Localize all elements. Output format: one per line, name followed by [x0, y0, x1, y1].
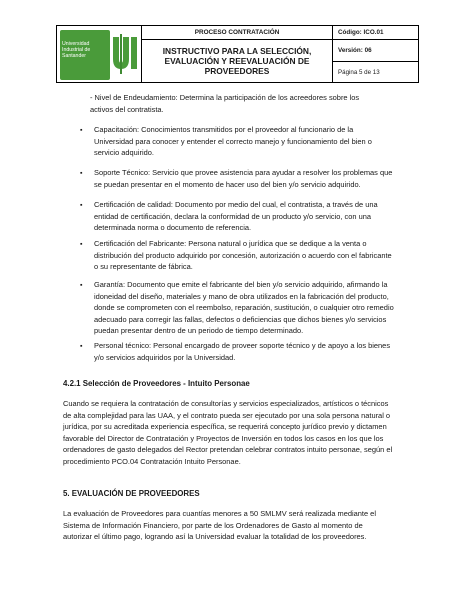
section-5-paragraph — [63, 508, 423, 543]
bullet-line: servicio adquirido. — [94, 148, 154, 158]
bullet-item-certificacion-fabricante — [94, 238, 422, 273]
bullet-item-personal-tecnico — [94, 340, 422, 363]
bullet-line: Certificación del Fabricante: Persona natural o jurídica que se dedique a la venta o — [94, 239, 367, 248]
bullet-item-garantia — [94, 279, 422, 337]
bullet-line: Capacitación: Conocimientos transmitidos por el proveedor al funcionario de la — [94, 125, 354, 134]
bullet-marker: ▪ — [80, 202, 83, 209]
logo-cell — [57, 26, 142, 83]
bullet-line: Universidad para conocer y entender el correcto manejo y funcionamiento del bien o — [94, 136, 372, 146]
paragraph-line: de alta complejidad para las UAA, y el contrato pueda ser ejecutado por una sola persona natural o — [63, 410, 391, 420]
bullet-line: o su representante de fábrica. — [94, 262, 193, 272]
bullet-item-soporte — [94, 167, 422, 190]
paragraph-line: favorable del Director de Contratación y Proyectos de Inversión en todos los casos en los que los — [63, 433, 384, 443]
paragraph-line: Sistema de Información Financiero, por parte de los Ordenadores de Gasto al momento de — [63, 520, 363, 530]
bullet-marker: ▪ — [80, 127, 83, 134]
section-heading-4-2-1: 4.2.1 Selección de Proveedores - Intuito Personae — [63, 379, 250, 388]
section-heading-5: 5. EVALUACIÓN DE PROVEEDORES — [63, 489, 200, 498]
title-line-3: PROVEEDORES — [204, 66, 270, 76]
bullet-line: y/o servicios adquiridos por la Universidad. — [94, 352, 236, 362]
section-4-2-1-paragraph — [63, 398, 423, 468]
bullet-line: Personal técnico: Personal encargado de proveer soporte técnico y de apoyo a los bienes — [94, 341, 391, 350]
bullet-line: distribución del producto adquirido por concesión, autorización o acuerdo con el fabricante — [94, 250, 392, 260]
bullet-line: puedan presentar dentro de un periodo de tiempo determinado. — [94, 326, 304, 336]
university-logo — [57, 27, 141, 82]
paragraph-line: ordenadores de gasto delegados del Rector pretendan celebrar contratos intuito personae, según el — [63, 445, 393, 455]
bullet-marker: ▪ — [80, 282, 83, 289]
paragraph-line: autorizar el último pago, logrando así la Universidad evaluar la totalidad de los proveedores. — [63, 532, 367, 542]
bullet-line: Certificación de calidad: Documento por medio del cual, el contratista, a través de una — [94, 200, 378, 209]
uis-emblem-icon — [112, 33, 138, 77]
bullet-line: Garantía: Documento que emite el fabricante del bien y/o servicio adquirido, afirmando la — [94, 280, 388, 289]
intro-paragraph — [90, 92, 420, 115]
document-version: Versión: 06 — [333, 40, 419, 62]
bullet-line: entidad de certificación, declara la conformidad de un producto y/o servicio, con una — [94, 211, 372, 221]
bullet-item-certificacion-calidad — [94, 199, 422, 234]
document-code: Código: ICO.01 — [333, 26, 419, 40]
paragraph-line: jurídica, por su acreditada experiencia específica, se requerirá concepto jurídico previo y dictamen — [63, 422, 387, 432]
document-title — [142, 40, 333, 83]
paragraph-line: La evaluación de Proveedores para cuantías menores a 50 SMLMV será realizada mediante el — [63, 509, 376, 518]
bullet-line: se puedan presentar en el momento de hacer uso del bien y/o servicio adquirido. — [94, 179, 361, 189]
process-title: PROCESO CONTRATACIÓN — [142, 26, 333, 40]
bullet-item-capacitacion — [94, 124, 422, 159]
bullet-marker: ▪ — [80, 343, 83, 350]
logo-text: Universidad Industrial de Santander — [62, 40, 91, 59]
paragraph-line: Cuando se requiera la contratación de consultorías y servicios especializados, artísticos o técnicos — [63, 399, 389, 408]
bullet-line: determinada norma o documento de referencia. — [94, 223, 252, 233]
page-number: Página 5 de 13 — [333, 62, 419, 83]
title-line-1: INSTRUCTIVO PARA LA SELECCIÓN, — [162, 46, 312, 56]
bullet-marker: ▪ — [80, 170, 83, 177]
intro-line: - Nivel de Endeudamiento: Determina la participación de los acreedores sobre los — [90, 93, 360, 102]
title-line-2: EVALUACIÓN Y REEVALUACIÓN DE — [164, 56, 310, 66]
bullet-line: donde se comprometen con el reembolso, reparación, sustitución, o cualquier otro remedio — [94, 303, 394, 313]
bullet-line: Soporte Técnico: Servicio que provee asistencia para ayudar a resolver los problemas que — [94, 168, 393, 177]
paragraph-line: procedimiento PCO.04 Contratación Intuito Personae. — [63, 456, 241, 466]
bullet-line: adecuado para corregir las fallas, defectos o deficiencias que dichos bienes y/o servicios — [94, 314, 387, 324]
document-header — [56, 25, 419, 83]
bullet-line: idoneidad del diseño, materiales y mano de obra utilizados en la fabricación del producto, — [94, 291, 389, 301]
intro-line: activos del contratista. — [90, 104, 164, 114]
bullet-marker: ▪ — [80, 241, 83, 248]
